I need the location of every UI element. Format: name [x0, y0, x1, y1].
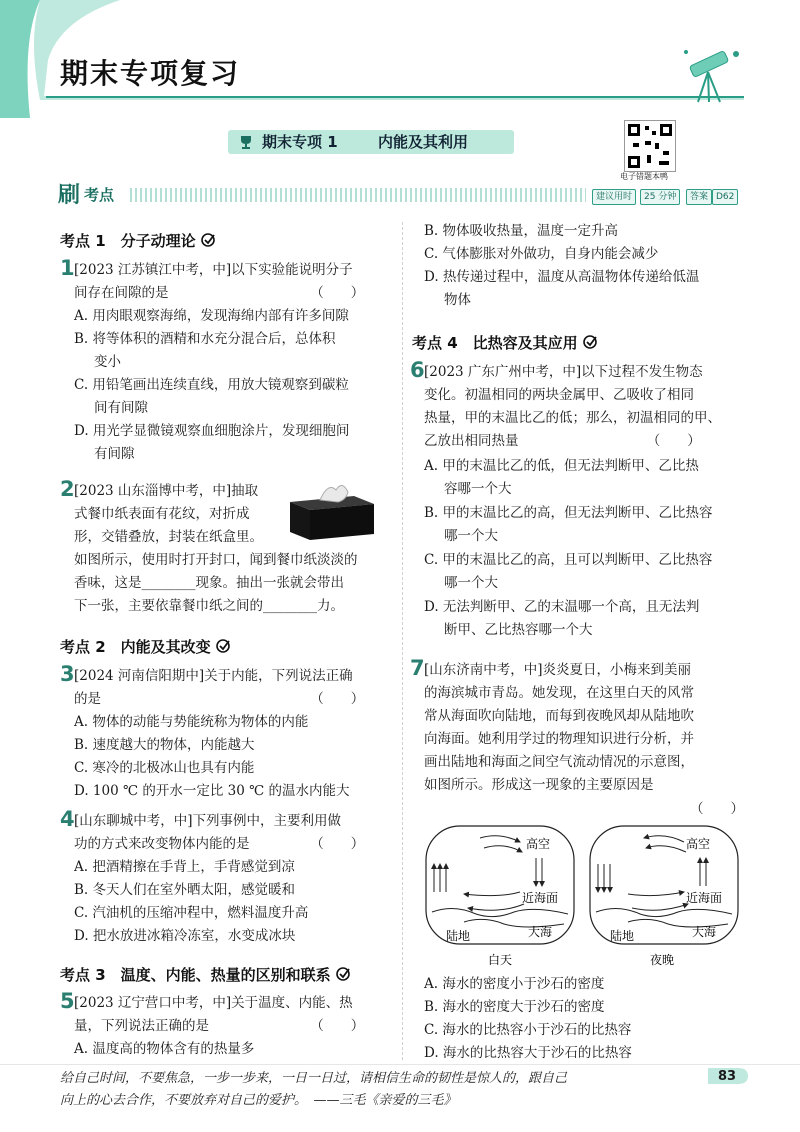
night-land-label: 陆地 — [610, 929, 635, 943]
question-text: 变化。初温相同的两块金属甲、乙吸收了相同 — [424, 387, 694, 403]
footer-quote-line1: 给自己时间，不要焦急，一步一步来，一日一日过，请相信生命的韧性是惊人的，跟自己 — [60, 1071, 568, 1086]
target-icon — [335, 966, 351, 982]
option-d: D. 用光学显微镜观察血细胞涂片，发现细胞间 — [74, 423, 350, 439]
option-d: D. 海水的比热容大于沙石的比热容 — [424, 1045, 632, 1061]
tick-strip — [130, 188, 586, 202]
tissue-box-figure — [284, 476, 378, 542]
option-a: A. 甲的末温比乙的低，但无法判断甲、乙比热 — [424, 458, 699, 474]
section-title-1: 考点 1 分子动理论 — [60, 230, 216, 251]
option-b: B. 物体吸收热量，温度一定升高 — [424, 223, 619, 239]
option-b: B. 海水的密度大于沙石的密度 — [424, 999, 605, 1015]
question-text: [山东聊城中考，中]下列事例中，主要利用做 — [74, 813, 342, 829]
target-icon — [215, 638, 231, 654]
tag-minutes: 25 分钟 — [640, 189, 680, 205]
topic-number: 期末专项 1 — [262, 133, 338, 151]
option-c-cont: 哪一个大 — [444, 575, 498, 591]
option-a-cont: 容哪一个大 — [444, 481, 512, 497]
day-land-label: 陆地 — [446, 929, 471, 943]
option-b: B. 冬天人们在室外晒太阳，感觉暖和 — [74, 882, 296, 898]
question-text: 向海面。她利用学过的物理知识进行分析，并 — [424, 731, 694, 747]
question-text: 式餐巾纸表面有花纹，对折成 — [74, 506, 250, 522]
tag-answer-page: D62 — [712, 189, 738, 205]
option-b-cont: 变小 — [94, 354, 121, 370]
option-b: B. 将等体积的酒精和水充分混合后，总体积 — [74, 331, 336, 347]
brush-label: 考点 — [84, 186, 115, 204]
option-c: C. 汽油机的压缩冲程中，燃料温度升高 — [74, 905, 309, 921]
option-a: A. 温度高的物体含有的热量多 — [74, 1041, 255, 1057]
question-text: 如图所示，使用时打开封口，闻到餐巾纸淡淡的 — [74, 552, 358, 568]
question-number: 5 — [60, 989, 75, 1013]
section-title-2: 考点 2 内能及其改变 — [60, 636, 231, 657]
section-title-4: 考点 4 比热容及其应用 — [412, 332, 598, 353]
option-c: C. 气体膨胀对外做功，自身内能会减少 — [424, 246, 659, 262]
option-b: B. 甲的末温比乙的高，但无法判断甲、乙比热容 — [424, 505, 713, 521]
option-d-cont: 有间隙 — [94, 446, 135, 462]
option-a: A. 海水的密度小于沙石的密度 — [424, 976, 605, 992]
option-c: C. 用铅笔画出连续直线，用放大镜观察到碳粒 — [74, 377, 349, 393]
question-number: 6 — [410, 358, 425, 382]
question-text: [2023 江苏镇江中考，中]以下实验能说明分子 — [74, 262, 353, 278]
question-text: 如图所示。形成这一现象的主要原因是 — [424, 777, 654, 793]
question-number: 1 — [60, 256, 75, 280]
question-number: 4 — [60, 807, 75, 831]
day-high-label: 高空 — [526, 837, 551, 851]
option-d: D. 100 ℃ 的开水一定比 30 ℃ 的温水内能大 — [74, 783, 350, 799]
tag-suggest-time: 建议用时 — [592, 189, 636, 205]
trophy-icon — [238, 134, 254, 150]
question-text: 常从海面吹向陆地，而每到夜晚风却从陆地吹 — [424, 708, 694, 724]
page-title: 期末专项复习 — [60, 57, 241, 90]
question-text: 热量，甲的末温比乙的低；那么，初温相同的甲、 — [424, 410, 721, 426]
day-sea-label: 大海 — [528, 925, 553, 939]
option-c-cont: 间有间隙 — [94, 400, 148, 416]
question-text: [2023 山东淄博中考，中]抽取 — [74, 483, 259, 499]
question-text: 间存在间隙的是 （ ） — [74, 285, 365, 301]
column-divider — [402, 222, 403, 1060]
brush-char: 刷 — [58, 183, 81, 208]
option-c: C. 寒冷的北极冰山也具有内能 — [74, 760, 255, 776]
question-text: [2023 广东广州中考，中]以下过程不发生物态 — [424, 364, 703, 380]
target-icon — [200, 232, 216, 248]
night-sea-label: 大海 — [692, 925, 717, 939]
option-a: A. 物体的动能与势能统称为物体的内能 — [74, 714, 309, 730]
day-caption: 白天 — [488, 953, 513, 967]
option-d-cont: 物体 — [444, 292, 471, 308]
question-text: [2023 辽宁营口中考，中]关于温度、内能、热 — [74, 995, 353, 1011]
option-d: D. 热传递过程中，温度从高温物体传递给低温 — [424, 269, 700, 285]
day-near-label: 近海面 — [522, 891, 559, 905]
question-text: 的是 （ ） — [74, 691, 365, 707]
question-text: [2024 河南信阳期中]关于内能，下列说法正确 — [74, 668, 353, 684]
question-text: 香味，这是________现象。抽出一张就会带出 — [74, 575, 344, 591]
qr-code[interactable] — [624, 120, 676, 172]
option-b-cont: 哪一个大 — [444, 528, 498, 544]
question-number: 2 — [60, 477, 75, 501]
footer-rule — [0, 1064, 800, 1065]
telescope-icon — [676, 36, 746, 106]
question-number: 3 — [60, 662, 75, 686]
answer-bracket: （ ） — [690, 801, 744, 817]
night-high-label: 高空 — [686, 837, 711, 851]
question-text: 乙放出相同热量 （ ） — [424, 433, 701, 449]
sea-breeze-diagram — [424, 824, 740, 970]
section-title-3: 考点 3 温度、内能、热量的区别和联系 — [60, 964, 351, 985]
option-a: A. 用肉眼观察海绵，发现海绵内部有许多间隙 — [74, 308, 349, 324]
tag-answer: 答案 — [686, 189, 712, 205]
qr-label: 电子错题本鸭 — [620, 172, 668, 181]
option-c: C. 甲的末温比乙的高，且可以判断甲、乙比热容 — [424, 552, 713, 568]
question-text: 画出陆地和海面之间空气流动情况的示意图， — [424, 754, 694, 770]
question-number: 7 — [410, 656, 425, 680]
option-d: D. 把水放进冰箱冷冻室，水变成冰块 — [74, 928, 296, 944]
topic-banner — [228, 130, 514, 154]
option-b: B. 速度越大的物体，内能越大 — [74, 737, 255, 753]
night-near-label: 近海面 — [686, 891, 723, 905]
option-a: A. 把酒精擦在手背上，手背感觉到凉 — [74, 859, 295, 875]
question-text: 量，下列说法正确的是 （ ） — [74, 1018, 365, 1034]
option-d: D. 无法判断甲、乙的末温哪一个高，且无法判 — [424, 599, 700, 615]
footer-quote-line2: 向上的心去合作，不要放弃对自己的爱护。 ——三毛《亲爱的三毛》 — [60, 1093, 457, 1108]
topic-name: 内能及其利用 — [378, 133, 469, 151]
question-text: [山东济南中考，中]炎炎夏日，小梅来到美丽 — [424, 662, 692, 678]
target-icon — [582, 334, 598, 350]
question-text: 下一张，主要依靠餐巾纸之间的________力。 — [74, 598, 344, 614]
question-text: 功的方式来改变物体内能的是 （ ） — [74, 836, 365, 852]
option-d-cont: 断甲、乙比热容哪一个大 — [444, 622, 593, 638]
option-c: C. 海水的比热容小于沙石的比热容 — [424, 1022, 632, 1038]
page-number: 83 — [718, 1069, 737, 1084]
night-caption: 夜晚 — [650, 953, 675, 967]
question-text: 形，交错叠放，封装在纸盒里。 — [74, 529, 263, 545]
question-text: 的海滨城市青岛。她发现，在这里白天的风常 — [424, 685, 694, 701]
